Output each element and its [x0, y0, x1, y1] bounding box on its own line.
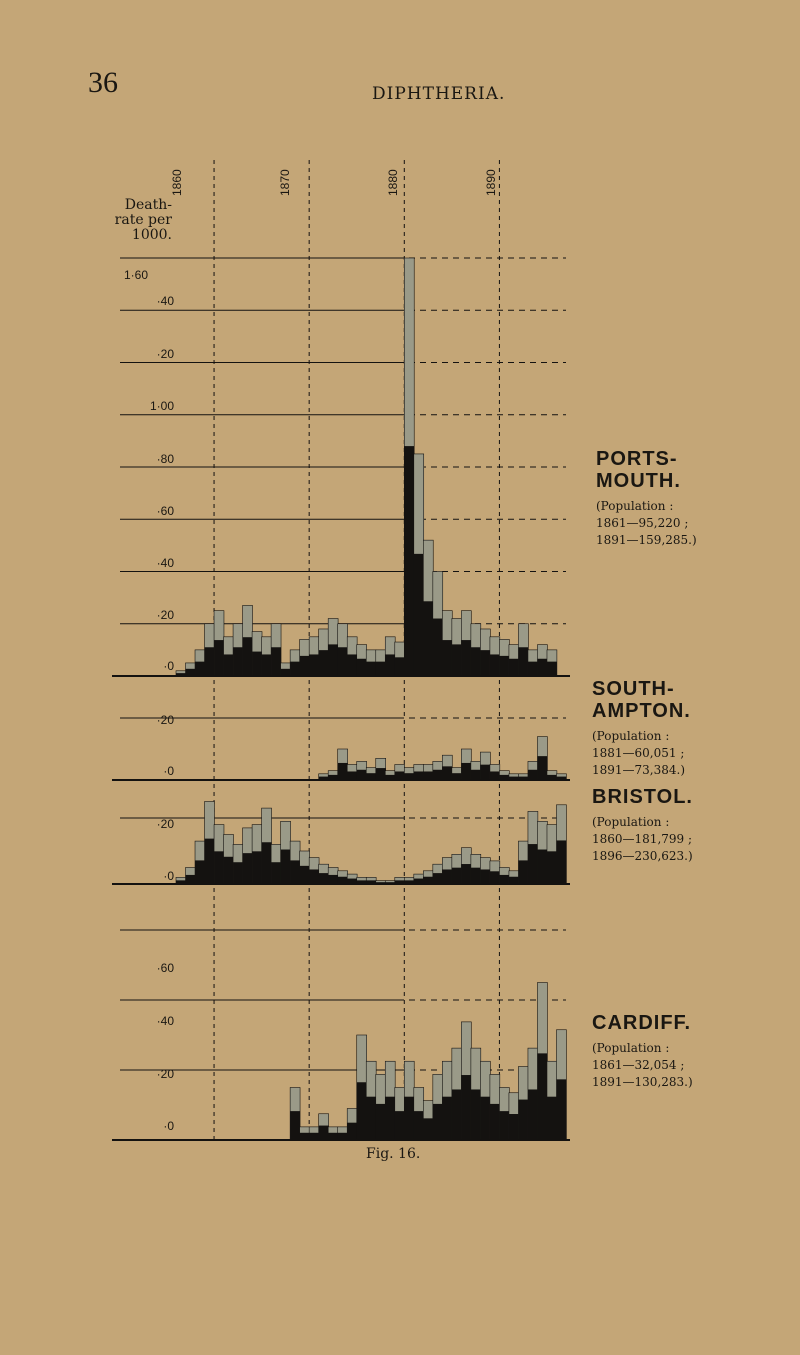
bar [233, 862, 243, 884]
bar [357, 659, 367, 676]
bar [319, 873, 329, 884]
population-line: 1891—130,283.) [592, 1075, 693, 1089]
bar [338, 647, 348, 676]
bar [528, 662, 538, 676]
bar [290, 860, 300, 884]
year-label: 1860 [170, 169, 184, 196]
tick-label: ·20 [156, 347, 174, 361]
bar [528, 770, 538, 780]
tick-label: ·40 [156, 1014, 174, 1028]
bar [423, 1118, 433, 1140]
bar [490, 771, 500, 780]
bar [233, 647, 243, 676]
bar [309, 1133, 319, 1140]
city-name-line: CARDIFF. [592, 1012, 692, 1034]
bar [442, 766, 452, 780]
bar [547, 1097, 557, 1140]
bar [205, 647, 215, 676]
population-line: 1891—73,384.) [592, 763, 686, 777]
bar [271, 862, 281, 884]
city-name-line: BRISTOL. [592, 786, 693, 808]
bar [224, 654, 234, 676]
bar [319, 1126, 329, 1140]
bar [461, 640, 471, 676]
cardiff-legend [592, 1012, 693, 1091]
bar [357, 1082, 367, 1140]
tick-label: ·20 [156, 1067, 174, 1081]
bar [433, 873, 443, 884]
bar [528, 844, 538, 884]
bar [547, 662, 557, 676]
population-line: 1881—60,051 ; [592, 746, 685, 760]
y-axis-title-line: rate per [114, 212, 172, 228]
tick-label: ·60 [156, 961, 174, 975]
population-note [596, 498, 697, 549]
city-name-line: SOUTH- [592, 678, 675, 700]
bar [281, 669, 291, 676]
bar [338, 763, 348, 780]
bar [480, 1097, 490, 1140]
tick-label: ·0 [163, 764, 174, 778]
bar [461, 864, 471, 884]
city-name [592, 1012, 693, 1034]
bar [404, 773, 414, 780]
bar [214, 851, 224, 884]
bar [195, 662, 205, 676]
tick-label: ·0 [163, 869, 174, 883]
city-name-line: AMPTON. [592, 700, 691, 722]
bar [395, 657, 405, 676]
bar [300, 656, 310, 676]
bar [395, 771, 405, 780]
tick-label: ·40 [156, 556, 174, 570]
y-axis-title-line: Death- [124, 197, 172, 213]
page-number: 36 [88, 66, 118, 99]
population-line: 1860—181,799 ; [592, 832, 693, 846]
bar [518, 1100, 528, 1140]
population-note [592, 814, 693, 865]
bar [499, 1111, 509, 1140]
bar [243, 853, 253, 884]
bar [537, 756, 547, 780]
bar [414, 1111, 424, 1140]
bar [480, 869, 490, 884]
population-note [592, 728, 691, 779]
bar [328, 644, 338, 676]
bar [528, 1089, 538, 1140]
bar [433, 619, 443, 676]
bar [423, 877, 433, 884]
portsmouth-legend [596, 448, 697, 549]
bar [186, 875, 196, 884]
bar [347, 654, 357, 676]
bar [442, 640, 452, 676]
bar [537, 1053, 547, 1140]
bar [214, 640, 224, 676]
bar [404, 446, 414, 676]
year-label: 1870 [278, 169, 292, 196]
bar [300, 866, 310, 884]
southampton-legend [592, 678, 691, 779]
city-name [592, 678, 691, 722]
year-label: 1890 [484, 169, 498, 196]
tick-label: ·60 [156, 504, 174, 518]
bar [490, 1104, 500, 1140]
bar [290, 1111, 300, 1140]
year-label: 1880 [386, 169, 400, 196]
bar [347, 771, 357, 780]
bar [224, 857, 234, 884]
bar [423, 771, 433, 780]
tick-label: ·0 [163, 659, 174, 673]
bar [395, 1111, 405, 1140]
bar [433, 770, 443, 780]
bar [252, 851, 262, 884]
city-name [596, 448, 697, 492]
bar [376, 662, 386, 676]
bar [490, 871, 500, 884]
bar [452, 773, 462, 780]
bar [499, 656, 509, 676]
bar [376, 1104, 386, 1140]
tick-label: 1·60 [123, 268, 148, 282]
population-line: 1891—159,285.) [596, 533, 697, 547]
y-axis-title-line: 1000. [131, 227, 172, 243]
tick-label: ·0 [163, 1119, 174, 1133]
bar [452, 644, 462, 676]
tick-label: ·20 [156, 817, 174, 831]
population-line: 1861—95,220 ; [596, 516, 689, 530]
bar [461, 763, 471, 780]
bar [556, 840, 566, 884]
bar [442, 869, 452, 884]
tick-label: ·40 [156, 294, 174, 308]
bar [243, 637, 253, 676]
bar [338, 877, 348, 884]
tick-label: ·80 [156, 452, 174, 466]
bar [480, 765, 490, 780]
bar [518, 860, 528, 884]
bar [442, 1097, 452, 1140]
bar [414, 771, 424, 780]
bar [252, 652, 262, 676]
bar [290, 662, 300, 676]
tick-label: 1·00 [149, 399, 174, 413]
bar [385, 1097, 395, 1140]
bar [366, 1097, 376, 1140]
population-line: (Population : [592, 1041, 670, 1055]
bar [195, 860, 205, 884]
bar [414, 554, 424, 676]
bar [471, 770, 481, 780]
bar [300, 1133, 310, 1140]
bar [376, 768, 386, 780]
figure-caption: Fig. 16. [366, 1146, 421, 1162]
bar [338, 1133, 348, 1140]
bar [186, 669, 196, 676]
bar [347, 1123, 357, 1140]
bar [471, 1089, 481, 1140]
city-name [592, 786, 693, 808]
bar [509, 659, 519, 676]
bar [404, 1097, 414, 1140]
bar [385, 654, 395, 676]
bar [537, 850, 547, 884]
bar [499, 875, 509, 884]
bar [471, 868, 481, 884]
population-line: (Population : [592, 815, 670, 829]
population-line: (Population : [592, 729, 670, 743]
tick-label: ·20 [156, 608, 174, 622]
bar [328, 1133, 338, 1140]
bar [319, 650, 329, 676]
city-name-line: MOUTH. [596, 470, 681, 492]
population-line: 1861—32,054 ; [592, 1058, 685, 1072]
bar [509, 877, 519, 884]
population-line: (Population : [596, 499, 674, 513]
population-line: 1896—230,623.) [592, 849, 693, 863]
bar [309, 869, 319, 884]
bar [509, 1114, 519, 1140]
bar [357, 770, 367, 780]
bar [471, 647, 481, 676]
tick-label: ·20 [156, 713, 174, 727]
bar [366, 773, 376, 780]
bar [547, 851, 557, 884]
bar [366, 662, 376, 676]
bar [480, 650, 490, 676]
bar [281, 850, 291, 884]
bar [328, 875, 338, 884]
bar [490, 654, 500, 676]
bar [309, 654, 319, 676]
bar [452, 1089, 462, 1140]
bar [452, 868, 462, 884]
bar [461, 1075, 471, 1140]
bar [423, 601, 433, 676]
bar [262, 654, 272, 676]
bar [271, 647, 281, 676]
page-header: DIPHTHERIA. [372, 84, 506, 104]
bar [262, 842, 272, 884]
bar [518, 647, 528, 676]
bar [537, 659, 547, 676]
bar [556, 1079, 566, 1140]
population-note [592, 1040, 693, 1091]
bristol-legend [592, 786, 693, 865]
bar [433, 1104, 443, 1140]
city-name-line: PORTS- [596, 448, 678, 470]
bar [205, 839, 215, 884]
